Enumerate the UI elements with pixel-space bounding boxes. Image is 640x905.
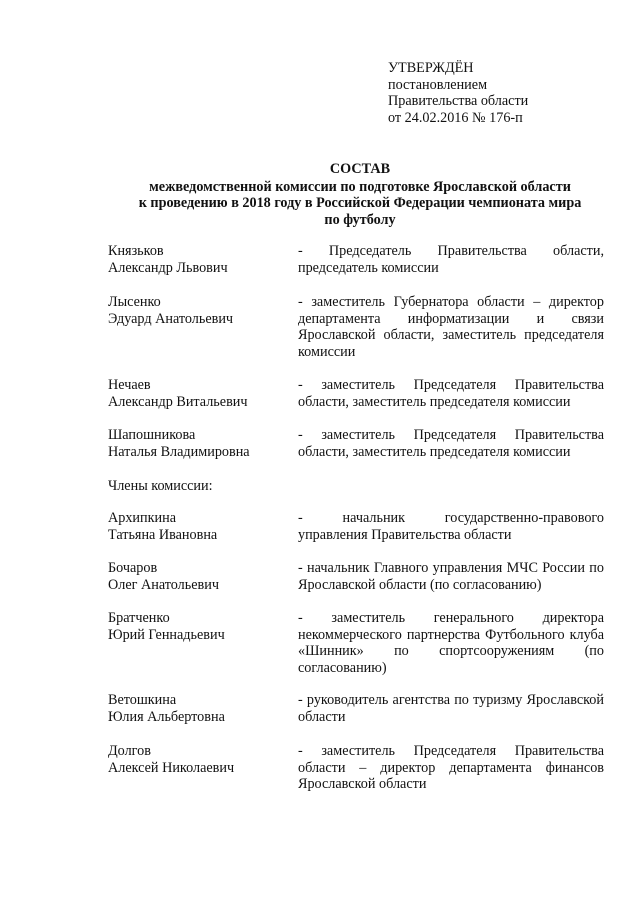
member-given-name: Татьяна Ивановна	[108, 526, 218, 543]
member-surname: Шапошникова	[108, 427, 196, 443]
member-role: - заместитель Губернатора области – директор департамента информатизации и связи Ярославской области, заместитель председателя комиссии	[298, 294, 604, 360]
title-line-2: к проведению в 2018 году в Российской Федерации чемпионата мира	[138, 195, 582, 211]
member-name	[108, 692, 288, 725]
member-surname: Братченко	[108, 610, 170, 626]
member-role: - Председатель Правительства области, председатель комиссии	[298, 243, 604, 276]
member-surname: Ветошкина	[108, 692, 177, 708]
member-surname: Князьков	[108, 243, 164, 259]
title-main: СОСТАВ	[329, 161, 391, 177]
member-role: - заместитель Председателя Правительства области – директор департамента финансов Ярославской области	[298, 743, 604, 792]
approval-authority: Правительства области	[388, 93, 529, 109]
member-name	[108, 743, 288, 776]
member-role: - заместитель Председателя Правительства области, заместитель председателя комиссии	[298, 427, 604, 460]
member-name	[108, 560, 288, 593]
member-given-name: Эдуард Анатольевич	[108, 310, 234, 327]
member-given-name: Алексей Николаевич	[108, 759, 235, 776]
member-surname: Долгов	[108, 743, 151, 759]
member-name	[108, 427, 288, 460]
member-name	[108, 377, 288, 410]
member-surname: Нечаев	[108, 377, 151, 393]
member-role: - начальник государственно-правового управления Правительства области	[298, 510, 604, 543]
member-surname: Архипкина	[108, 510, 176, 526]
member-name	[108, 510, 288, 543]
member-name	[108, 610, 288, 643]
approval-stamp	[388, 60, 628, 126]
member-name	[108, 294, 288, 327]
member-name	[108, 243, 288, 276]
member-given-name: Наталья Владимировна	[108, 443, 250, 460]
title-line-3: по футболу	[324, 211, 396, 228]
member-given-name: Юрий Геннадьевич	[108, 626, 225, 643]
member-given-name: Александр Львович	[108, 259, 228, 276]
member-given-name: Олег Анатольевич	[108, 576, 219, 593]
approval-title: УТВЕРЖДЁН	[388, 60, 474, 76]
member-surname: Бочаров	[108, 560, 158, 576]
document-title	[60, 161, 640, 228]
member-role: - руководитель агентства по туризму Ярославской области	[298, 692, 604, 725]
member-given-name: Юлия Альбертовна	[108, 708, 225, 725]
approval-date-number: от 24.02.2016 № 176-п	[388, 109, 523, 126]
approval-decree: постановлением	[388, 76, 488, 93]
member-given-name: Александр Витальевич	[108, 393, 248, 410]
title-line-1: межведомственной комиссии по подготовке Ярославской области	[149, 178, 571, 195]
member-role: - заместитель генерального директора некоммерческого партнерства Футбольного клуба «Шинник» по спортсооружениям (по согласованию)	[298, 610, 604, 676]
members-heading: Члены комиссии:	[108, 478, 213, 494]
member-role: - заместитель Председателя Правительства области, заместитель председателя комиссии	[298, 377, 604, 410]
member-surname: Лысенко	[108, 294, 161, 310]
member-role: - начальник Главного управления МЧС России по Ярославской области (по согласованию)	[298, 560, 604, 593]
